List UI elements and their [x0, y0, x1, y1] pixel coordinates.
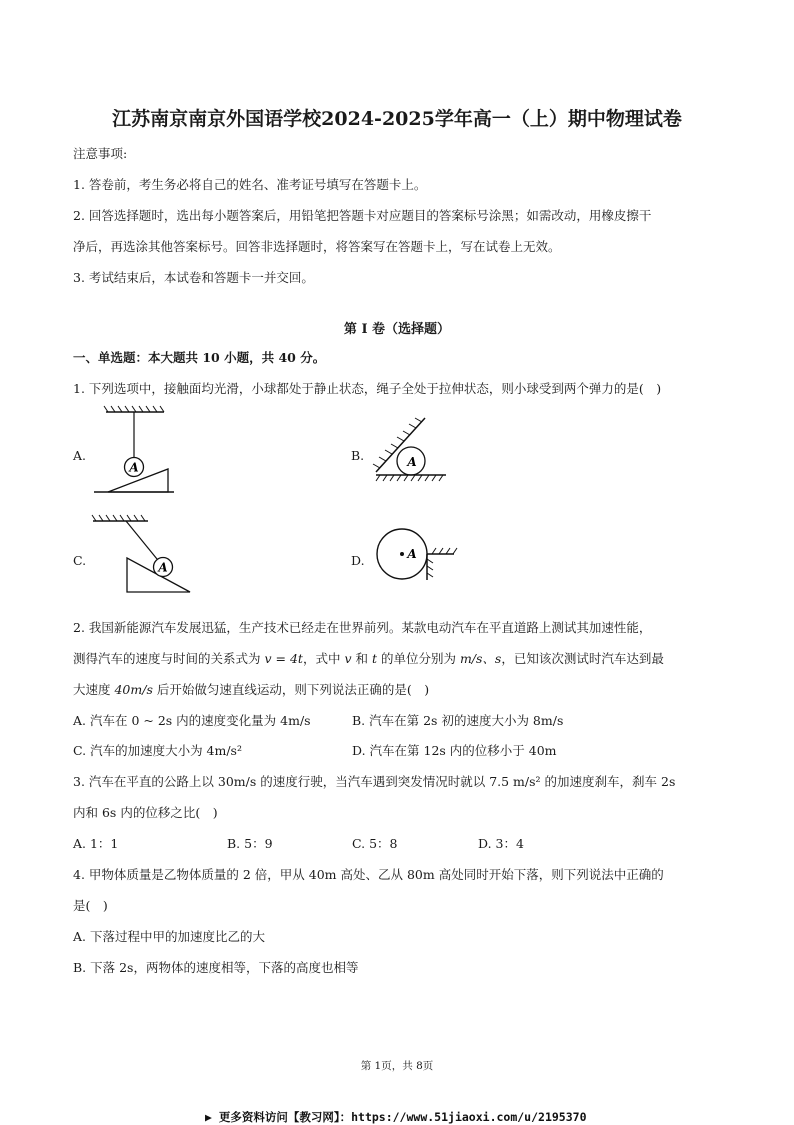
page-title: 江苏南京南京外国语学校2024-2025学年高一（上）期中物理试卷: [112, 108, 682, 130]
ball-label: A: [129, 460, 139, 475]
q2-option-a: A. 汽车在 0 ~ 2s 内的速度变化量为 4m/s: [73, 713, 311, 728]
q1-option-a-label: A.: [73, 448, 87, 463]
q3-option-c: C. 5：8: [352, 836, 398, 851]
q1-diagram-c: [90, 513, 198, 597]
q3-option-d: D. 3：4: [478, 836, 524, 851]
section-title: 第 I 卷（选择题）: [343, 322, 451, 337]
ball-label: A: [407, 455, 417, 469]
q1-option-d-label: D.: [351, 553, 365, 568]
q4-option-b: B. 下落 2s，两物体的速度相等，下落的高度也相等: [73, 960, 359, 975]
q1-diagram-a: [92, 405, 176, 497]
notice-item: 3. 考试结束后，本试卷和答题卡一并交回。: [73, 270, 314, 285]
question-3-line-2: 内和 6s 内的位移之比( ): [73, 805, 218, 820]
ball-label: A: [158, 560, 168, 575]
q1-option-b-label: B.: [351, 448, 365, 463]
q4-option-a: A. 下落过程中甲的加速度比乙的大: [73, 929, 265, 944]
q1-option-c-label: C.: [73, 553, 87, 568]
question-2-line-3: 大速度 40m/s 后开始做匀速直线运动，则下列说法正确的是( ): [73, 682, 430, 697]
q2-option-d: D. 汽车在第 12s 内的位移小于 40m: [352, 743, 557, 758]
notice-item: 1. 答卷前，考生务必将自己的姓名、准考证号填写在答题卡上。: [73, 177, 427, 192]
question-4-line-2: 是( ): [73, 898, 108, 913]
q2-option-b: B. 汽车在第 2s 初的速度大小为 8m/s: [352, 713, 564, 728]
question-1-stem: 1. 下列选项中，接触面均光滑，小球都处于静止状态，绳子全处于拉伸状态，则小球受到两个弹力的是( ): [73, 381, 662, 396]
notice-item: 2. 回答选择题时，选出每小题答案后，用铅笔把答题卡对应题目的答案标号涂黑；如需改动，用橡皮擦干: [73, 208, 652, 223]
q3-option-b: B. 5：9: [227, 836, 273, 851]
q1-diagram-b: [370, 412, 452, 484]
q3-option-a: A. 1：1: [73, 836, 119, 851]
page-number: 第 1页，共 8页: [360, 1060, 434, 1072]
question-2-line-2: 测得汽车的速度与时间的关系式为 v = 4t，式中 v 和 t 的单位分别为 m/s、s，已知该次测试时汽车达到最: [73, 651, 664, 666]
ball-label: A: [407, 547, 417, 561]
part-title: 一、单选题：本大题共 10 小题，共 40 分。: [73, 350, 326, 365]
notice-heading: 注意事项:: [73, 146, 128, 161]
promo-banner-link[interactable]: ▶ 更多资料访问【教习网】：https://www.51jiaoxi.com/u/2195370: [205, 1110, 587, 1124]
question-3-line-1: 3. 汽车在平直的公路上以 30m/s 的速度行驶，当汽车遇到突发情况时就以 7.5 m/s² 的加速度刹车，刹车 2s: [73, 774, 676, 789]
question-2-line-1: 2. 我国新能源汽车发展迅猛，生产技术已经走在世界前列。某款电动汽车在平直道路上测试其加速性能，: [73, 620, 652, 635]
q2-option-c: C. 汽车的加速度大小为 4m/s²: [73, 743, 242, 758]
notice-item: 净后，再选涂其他答案标号。回答非选择题时，将答案写在答题卡上，写在试卷上无效。: [73, 239, 561, 254]
q1-diagram-d: [372, 526, 458, 588]
question-4-line-1: 4. 甲物体质量是乙物体质量的 2 倍，甲从 40m 高处、乙从 80m 高处同时开始下落，则下列说法中正确的: [73, 867, 664, 882]
